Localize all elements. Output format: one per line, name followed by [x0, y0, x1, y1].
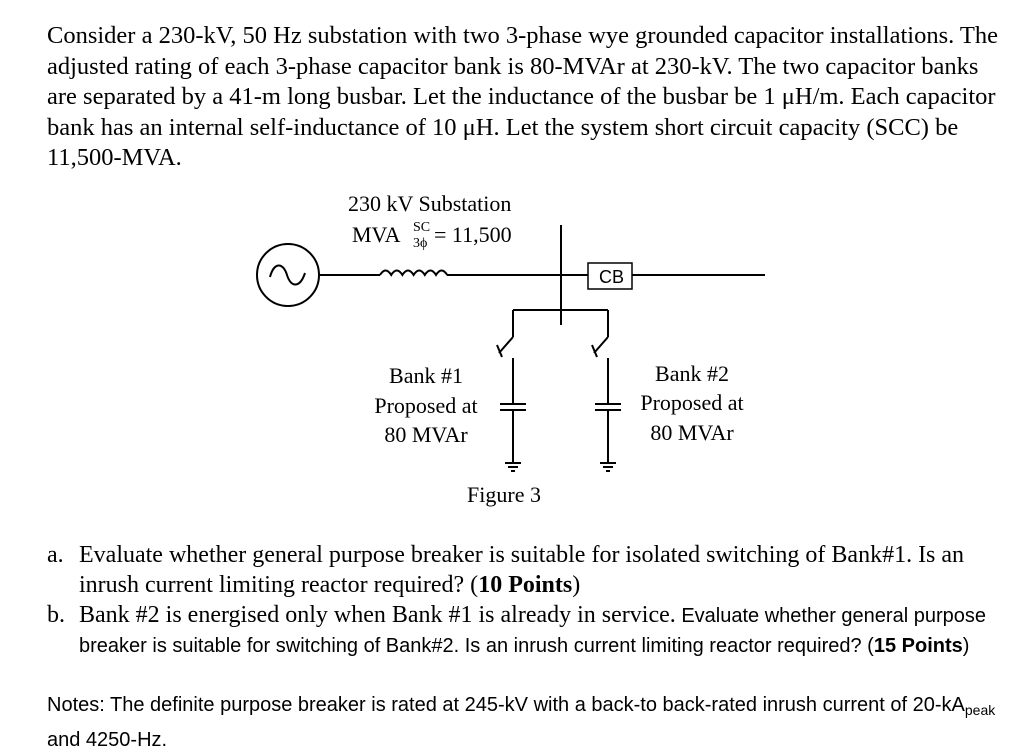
ground-icon — [505, 463, 616, 471]
breaker-label: CB — [599, 267, 625, 287]
bank2-title: Bank #2 — [655, 361, 729, 386]
question-b — [47, 600, 1007, 661]
question-a-text: Evaluate whether general purpose breaker is suitable for isolated switching of Bank#1. Is an inrush current limiting reactor required? ( — [79, 542, 965, 598]
switch-icon — [497, 337, 608, 403]
question-b-marker: b. — [47, 602, 65, 628]
substation-label: 230 kV Substation — [348, 191, 512, 216]
question-a-marker: a. — [47, 542, 64, 568]
question-b-points: 15 Points — [873, 634, 963, 657]
notes-prefix: Notes: The definite purpose breaker is rated at 245-kV with a back-to back-rated inrush current of 20-kA — [47, 694, 965, 716]
question-a-points: 10 Points — [478, 572, 573, 598]
notes-subscript: peak — [964, 702, 996, 718]
bank2-rating: 80 MVAr — [650, 420, 734, 445]
bank1-proposed: Proposed at — [374, 393, 478, 418]
bank1-rating: 80 MVAr — [384, 422, 468, 447]
question-b-text: Evaluate whether general purpose breaker is suitable for switching of Bank#2. Is an inrush current limiting reactor required? ( — [79, 605, 986, 657]
mva-main: MVA — [352, 222, 401, 247]
ac-source-icon — [257, 244, 319, 306]
question-b-lead: Bank #2 is energised only when Bank #1 is already in service. — [79, 602, 676, 628]
notes-suffix: and 4250-Hz. — [47, 728, 168, 751]
question-list — [47, 540, 1007, 661]
problem-statement: Consider a 230-kV, 50 Hz substation with two 3-phase wye grounded capacitor installations. The adjusted rating of each 3-phase capacitor bank is 80-MVAr at 230-kV. The two capacitor banks are separated by a 41-m long busbar. Let the inductance of the busbar be 1 μH/m. Each capacitor bank has an internal self-inductance of 10 μH. Let the system short circuit capacity (SCC) be 11,500-MVA. — [47, 22, 999, 171]
capacitor-icon — [500, 404, 621, 462]
question-a-close: ) — [572, 572, 581, 598]
mva-subscript: 3ϕ — [413, 236, 428, 251]
bank2-proposed: Proposed at — [640, 390, 744, 415]
bank1-title: Bank #1 — [389, 363, 463, 388]
question-b-close: ) — [962, 634, 970, 657]
mva-value: = 11,500 — [434, 222, 512, 247]
mva-label — [352, 222, 401, 247]
figure-caption: Figure 3 — [467, 482, 541, 507]
mva-superscript: SC — [413, 220, 431, 235]
notes — [47, 691, 1007, 755]
question-a — [47, 540, 1007, 600]
